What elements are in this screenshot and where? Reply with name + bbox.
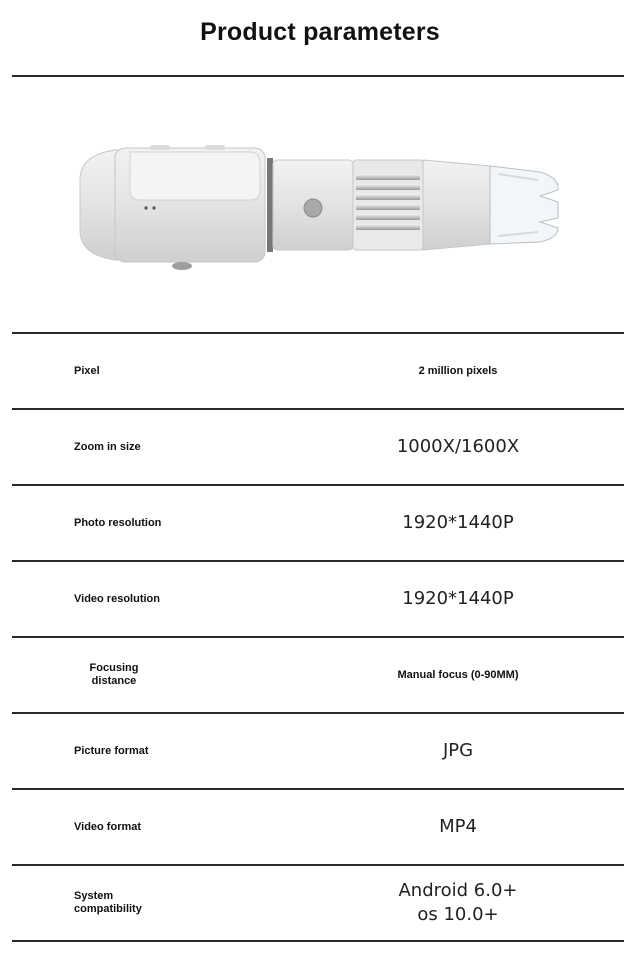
- table-row: [12, 562, 624, 638]
- param-value: 1920*1440P: [402, 512, 514, 533]
- param-label: Focusing distance: [89, 662, 139, 687]
- table-row: [12, 638, 624, 714]
- param-value: MP4: [439, 816, 477, 837]
- table-row: [12, 486, 624, 562]
- table-row: [12, 790, 624, 866]
- param-value: Manual focus (0-90MM): [397, 669, 519, 681]
- parameters-table: [12, 332, 624, 942]
- param-value: Android 6.0+ os 10.0+: [398, 880, 518, 925]
- param-value: 2 million pixels: [418, 365, 498, 377]
- param-label: Picture format: [74, 744, 149, 757]
- table-row: [12, 714, 624, 790]
- param-label: Zoom in size: [74, 440, 141, 453]
- param-label: Photo resolution: [74, 516, 162, 529]
- param-value: JPG: [442, 740, 474, 761]
- param-value: 1000X/1600X: [396, 436, 520, 457]
- page-title: Product parameters: [200, 18, 440, 46]
- param-label: Video format: [74, 820, 142, 833]
- table-row: [12, 866, 624, 942]
- title-divider: [12, 75, 624, 77]
- param-label: System compatibility: [74, 890, 142, 915]
- param-value: 1920*1440P: [402, 588, 514, 609]
- param-label: Pixel: [74, 364, 100, 377]
- table-row: [12, 410, 624, 486]
- param-label: Video resolution: [74, 592, 160, 605]
- usb-microscope-icon: [70, 130, 570, 280]
- table-row: [12, 332, 624, 410]
